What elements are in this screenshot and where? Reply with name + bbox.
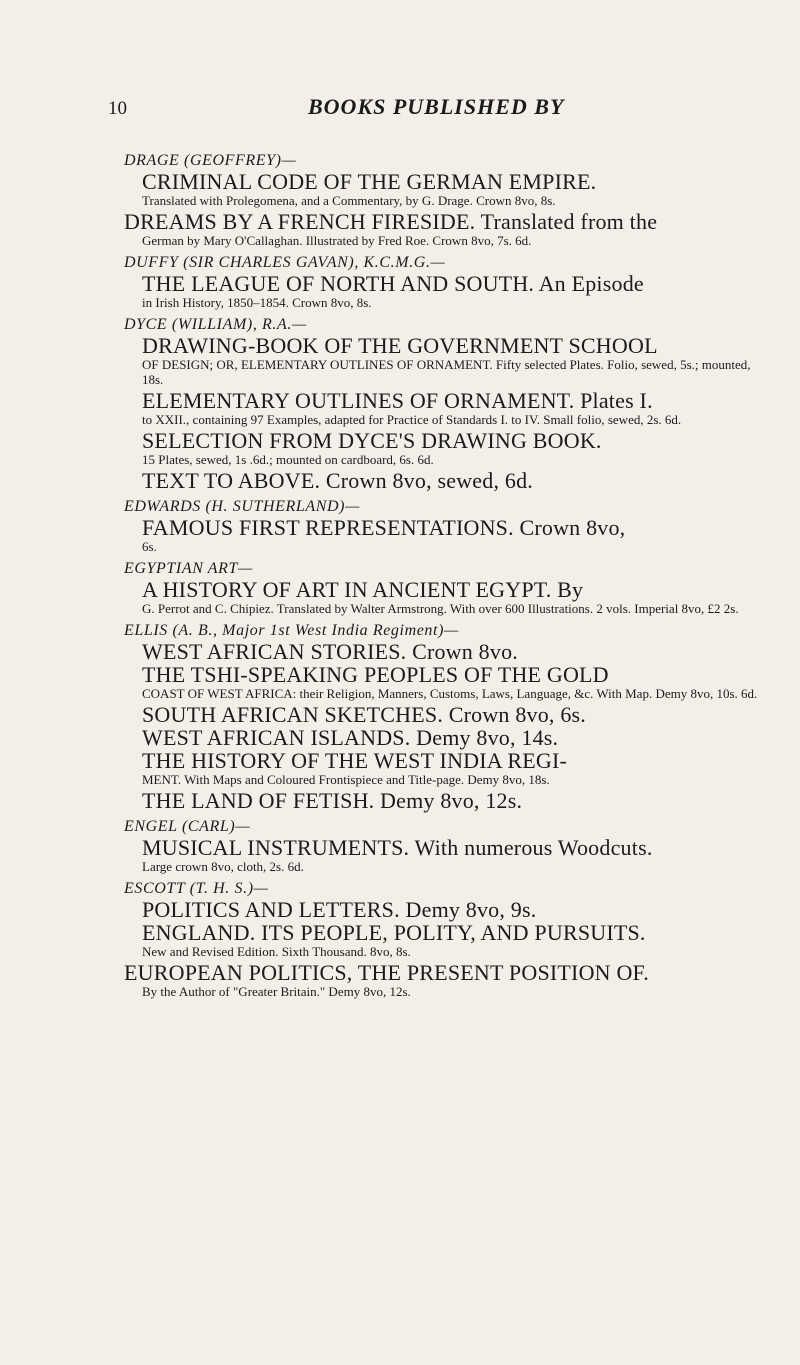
book-description: German by Mary O'Callaghan. Illustrated by Fred Roe. Crown 8vo, 7s. 6d.: [142, 233, 532, 248]
author-heading: ELLIS (A. B., Major 1st West India Regiment)—: [124, 622, 459, 639]
book-title: THE HISTORY OF THE WEST INDIA REGI-: [142, 748, 567, 773]
book-title: EUROPEAN POLITICS, THE PRESENT POSITION OF.: [124, 960, 649, 985]
book-title: DREAMS BY A FRENCH FIRESIDE. Translated from the: [124, 209, 658, 234]
book-description: MENT. With Maps and Coloured Frontispiece and Title-page. Demy 8vo, 18s.: [142, 772, 550, 787]
book-title: ENGLAND. ITS PEOPLE, POLITY, AND PURSUITS.: [142, 920, 646, 945]
book-description: New and Revised Edition. Sixth Thousand. 8vo, 8s.: [142, 944, 411, 959]
book-title: ELEMENTARY OUTLINES OF ORNAMENT. Plates I.: [142, 388, 653, 413]
book-title: A HISTORY OF ART IN ANCIENT EGYPT. By: [142, 577, 584, 602]
book-title: SOUTH AFRICAN SKETCHES. Crown 8vo, 6s.: [142, 702, 586, 727]
book-title: TEXT TO ABOVE. Crown 8vo, sewed, 6d.: [142, 468, 533, 493]
book-description: 15 Plates, sewed, 1s .6d.; mounted on cardboard, 6s. 6d.: [142, 452, 434, 467]
author-heading: DUFFY (SIR CHARLES GAVAN), K.C.M.G.—: [124, 254, 446, 271]
book-description: Large crown 8vo, cloth, 2s. 6d.: [142, 859, 304, 874]
running-head: BOOKS PUBLISHED BY: [308, 94, 565, 119]
author-heading: ENGEL (CARL)—: [124, 818, 251, 835]
book-title: THE TSHI-SPEAKING PEOPLES OF THE GOLD: [142, 662, 609, 687]
book-title: FAMOUS FIRST REPRESENTATIONS. Crown 8vo,: [142, 515, 626, 540]
book-title: THE LAND OF FETISH. Demy 8vo, 12s.: [142, 788, 523, 813]
catalogue-list: [124, 146, 774, 1001]
author-heading: EDWARDS (H. SUTHERLAND)—: [124, 498, 360, 515]
book-title: MUSICAL INSTRUMENTS. With numerous Woodcuts.: [142, 835, 653, 860]
page-number: 10: [108, 98, 127, 119]
page-header: [0, 94, 800, 128]
book-description: to XXII., containing 97 Examples, adapted for Practice of Standards I. to IV. Small folio, sewed, 2s. 6d.: [142, 412, 682, 427]
book-description: OF DESIGN; OR, ELEMENTARY OUTLINES OF ORNAMENT. Fifty selected Plates. Folio, sewed, 5s.; mounted, 18s.: [142, 357, 751, 387]
book-title: DRAWING-BOOK OF THE GOVERNMENT SCHOOL: [142, 333, 658, 358]
book-title: WEST AFRICAN STORIES. Crown 8vo.: [142, 639, 518, 664]
author-heading: DYCE (WILLIAM), R.A.—: [124, 316, 307, 333]
book-description: By the Author of "Greater Britain." Demy 8vo, 12s.: [142, 984, 411, 999]
book-description: 6s.: [142, 539, 157, 554]
book-title: CRIMINAL CODE OF THE GERMAN EMPIRE.: [142, 169, 597, 194]
book-title: POLITICS AND LETTERS. Demy 8vo, 9s.: [142, 897, 537, 922]
book-description: in Irish History, 1850–1854. Crown 8vo, 8s.: [142, 295, 372, 310]
author-heading: ESCOTT (T. H. S.)—: [124, 880, 269, 897]
book-description: COAST OF WEST AFRICA: their Religion, Manners, Customs, Laws, Language, &c. With Map. Demy 8vo, 10s. 6d.: [142, 686, 758, 701]
book-title: WEST AFRICAN ISLANDS. Demy 8vo, 14s.: [142, 725, 559, 750]
author-heading: EGYPTIAN ART—: [124, 560, 253, 577]
book-description: Translated with Prolegomena, and a Commentary, by G. Drage. Crown 8vo, 8s.: [142, 193, 556, 208]
book-title: SELECTION FROM DYCE'S DRAWING BOOK.: [142, 428, 602, 453]
book-description: G. Perrot and C. Chipiez. Translated by Walter Armstrong. With over 600 Illustrations. 2 vols. Imperial 8vo, £2 2s.: [142, 601, 739, 616]
author-heading: DRAGE (GEOFFREY)—: [124, 152, 297, 169]
book-title: THE LEAGUE OF NORTH AND SOUTH. An Episode: [142, 271, 644, 296]
